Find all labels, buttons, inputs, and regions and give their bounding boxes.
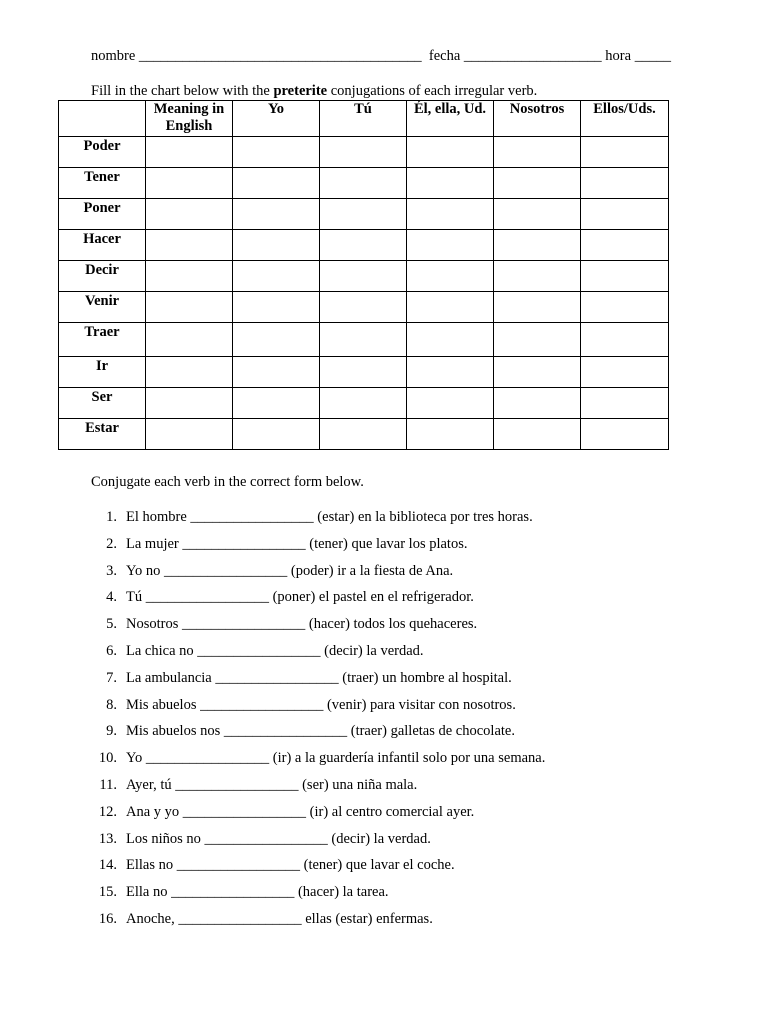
exercise-sentence[interactable]: La ambulancia _________________ (traer) un hombre al hospital.: [126, 669, 512, 686]
exercise-sentence[interactable]: Mis abuelos nos _________________ (traer) galletas de chocolate.: [126, 723, 515, 740]
exercise-sentence[interactable]: Ella no _________________ (hacer) la tarea.: [126, 884, 389, 901]
answer-cell[interactable]: [320, 292, 407, 323]
answer-cell[interactable]: [320, 388, 407, 419]
exercise-number: 3.: [106, 562, 117, 579]
answer-cell[interactable]: [494, 357, 581, 388]
answer-cell[interactable]: [407, 199, 494, 230]
exercise-sentence[interactable]: Nosotros _________________ (hacer) todos los quehaceres.: [126, 616, 478, 633]
exercise-item: [91, 749, 731, 776]
answer-cell[interactable]: [581, 357, 669, 388]
answer-cell[interactable]: [146, 388, 233, 419]
answer-cell[interactable]: [233, 230, 320, 261]
chart-instructions: [91, 82, 537, 100]
exercise-number: 4.: [106, 589, 117, 606]
answer-cell[interactable]: [233, 168, 320, 199]
verb-label: Ser: [59, 388, 146, 419]
answer-cell[interactable]: [581, 168, 669, 199]
exercise-item: [91, 722, 731, 749]
answer-cell[interactable]: [581, 261, 669, 292]
verb-label: Poder: [59, 137, 146, 168]
answer-cell[interactable]: [320, 199, 407, 230]
exercise-item: [91, 562, 731, 589]
exercise-sentence[interactable]: Ana y yo _________________ (ir) al centro comercial ayer.: [126, 803, 475, 820]
answer-cell[interactable]: [233, 388, 320, 419]
instruction-text-start: Fill in the chart below with the: [91, 83, 274, 99]
chart-row: [59, 230, 669, 261]
exercise-item: [91, 508, 731, 535]
answer-cell[interactable]: [407, 292, 494, 323]
answer-cell[interactable]: [494, 292, 581, 323]
answer-cell[interactable]: [233, 261, 320, 292]
verb-label: Traer: [59, 323, 146, 357]
exercise-sentence[interactable]: Mis abuelos _________________ (venir) para visitar con nosotros.: [126, 696, 516, 713]
answer-cell[interactable]: [581, 323, 669, 357]
column-header-el-ella-ud: Él, ella, Ud.: [407, 101, 494, 137]
exercise-item: [91, 910, 731, 937]
answer-cell[interactable]: [494, 137, 581, 168]
student-info-line: nombre _______________________________________ fecha ___________________ hora _____: [91, 48, 671, 64]
answer-cell[interactable]: [146, 199, 233, 230]
exercise-item: [91, 615, 731, 642]
answer-cell[interactable]: [581, 137, 669, 168]
exercise-number: 13.: [98, 830, 117, 847]
exercise-number: 15.: [98, 884, 117, 901]
column-header-ellos-uds: Ellos/Uds.: [581, 101, 669, 137]
exercise-number: 6.: [106, 642, 117, 659]
exercise-item: [91, 642, 731, 669]
answer-cell[interactable]: [494, 168, 581, 199]
chart-row: [59, 388, 669, 419]
exercise-sentence[interactable]: Ayer, tú _________________ (ser) una niña mala.: [126, 776, 418, 793]
exercise-number: 9.: [106, 723, 117, 740]
verb-label: Decir: [59, 261, 146, 292]
exercise-number: 12.: [98, 803, 117, 820]
exercise-item: [91, 883, 731, 910]
exercise-sentence[interactable]: Tú _________________ (poner) el pastel en el refrigerador.: [126, 589, 474, 606]
exercise-sentence[interactable]: La chica no _________________ (decir) la verdad.: [126, 642, 424, 659]
exercise-number: 5.: [106, 616, 117, 633]
answer-cell[interactable]: [146, 230, 233, 261]
chart-row: [59, 323, 669, 357]
instruction-emphasis: preterite: [273, 83, 328, 99]
exercise-number: 10.: [98, 750, 117, 767]
chart-row: [59, 419, 669, 450]
verb-label: Ir: [59, 357, 146, 388]
answer-cell[interactable]: [407, 419, 494, 450]
answer-cell[interactable]: [494, 261, 581, 292]
answer-cell[interactable]: [320, 323, 407, 357]
answer-cell[interactable]: [407, 230, 494, 261]
chart-row: [59, 137, 669, 168]
answer-cell[interactable]: [146, 168, 233, 199]
exercise-number: 14.: [98, 857, 117, 874]
answer-cell[interactable]: [146, 261, 233, 292]
answer-cell[interactable]: [233, 137, 320, 168]
verb-label: Poner: [59, 199, 146, 230]
exercise-number: 7.: [106, 669, 117, 686]
chart-row: [59, 357, 669, 388]
answer-cell[interactable]: [146, 292, 233, 323]
exercise-sentence[interactable]: Yo no _________________ (poder) ir a la fiesta de Ana.: [126, 562, 454, 579]
exercise-list: [91, 508, 731, 937]
answer-cell[interactable]: [581, 292, 669, 323]
exercise-item: [91, 696, 731, 723]
answer-cell[interactable]: [146, 357, 233, 388]
column-header-verb: [59, 101, 146, 137]
column-header-nosotros: Nosotros: [494, 101, 581, 137]
answer-cell[interactable]: [146, 419, 233, 450]
exercise-item: [91, 856, 731, 883]
exercise-sentence[interactable]: La mujer _________________ (tener) que lavar los platos.: [126, 535, 468, 552]
answer-cell[interactable]: [581, 388, 669, 419]
exercise-number: 16.: [98, 910, 117, 927]
answer-cell[interactable]: [494, 419, 581, 450]
chart-header-row: [59, 101, 669, 137]
verb-label: Estar: [59, 419, 146, 450]
exercise-item: [91, 669, 731, 696]
exercise-sentence[interactable]: Ellas no _________________ (tener) que lavar el coche.: [126, 857, 455, 874]
exercise-number: 8.: [106, 696, 117, 713]
exercise-item: [91, 803, 731, 830]
exercise-item: [91, 588, 731, 615]
exercise-sentence[interactable]: Los niños no _________________ (decir) la verdad.: [126, 830, 431, 847]
column-header-meaning: Meaning in English: [146, 101, 233, 137]
answer-cell[interactable]: [494, 323, 581, 357]
chart-row: [59, 199, 669, 230]
answer-cell[interactable]: [320, 230, 407, 261]
chart-row: [59, 261, 669, 292]
verb-label: Venir: [59, 292, 146, 323]
answer-cell[interactable]: [407, 137, 494, 168]
exercise-item: [91, 535, 731, 562]
chart-row: [59, 292, 669, 323]
answer-cell[interactable]: [146, 137, 233, 168]
answer-cell[interactable]: [233, 199, 320, 230]
answer-cell[interactable]: [581, 230, 669, 261]
answer-cell[interactable]: [407, 357, 494, 388]
answer-cell[interactable]: [233, 323, 320, 357]
answer-cell[interactable]: [581, 419, 669, 450]
conjugation-chart: [58, 100, 669, 450]
answer-cell[interactable]: [233, 419, 320, 450]
chart-row: [59, 168, 669, 199]
exercise-sentence[interactable]: El hombre _________________ (estar) en la biblioteca por tres horas.: [126, 509, 533, 525]
column-header-tu: Tú: [320, 101, 407, 137]
answer-cell[interactable]: [494, 388, 581, 419]
answer-cell[interactable]: [407, 168, 494, 199]
exercise-number: 2.: [106, 535, 117, 552]
exercise-item: [91, 830, 731, 857]
answer-cell[interactable]: [320, 168, 407, 199]
answer-cell[interactable]: [494, 230, 581, 261]
verb-label: Hacer: [59, 230, 146, 261]
answer-cell[interactable]: [407, 323, 494, 357]
exercise-instructions: Conjugate each verb in the correct form below.: [91, 474, 364, 490]
exercise-number: 1.: [106, 509, 117, 525]
answer-cell[interactable]: [233, 357, 320, 388]
answer-cell[interactable]: [320, 419, 407, 450]
answer-cell[interactable]: [407, 388, 494, 419]
answer-cell[interactable]: [320, 357, 407, 388]
answer-cell[interactable]: [146, 323, 233, 357]
answer-cell[interactable]: [320, 261, 407, 292]
answer-cell[interactable]: [494, 199, 581, 230]
column-header-yo: Yo: [233, 101, 320, 137]
answer-cell[interactable]: [581, 199, 669, 230]
instruction-text-end: conjugations of each irregular verb.: [327, 83, 538, 99]
exercise-sentence[interactable]: Yo _________________ (ir) a la guardería infantil solo por una semana.: [126, 750, 546, 767]
answer-cell[interactable]: [407, 261, 494, 292]
exercise-number: 11.: [99, 776, 117, 793]
exercise-item: [91, 776, 731, 803]
exercise-sentence[interactable]: Anoche, _________________ ellas (estar) enfermas.: [126, 910, 433, 927]
answer-cell[interactable]: [320, 137, 407, 168]
answer-cell[interactable]: [233, 292, 320, 323]
verb-label: Tener: [59, 168, 146, 199]
